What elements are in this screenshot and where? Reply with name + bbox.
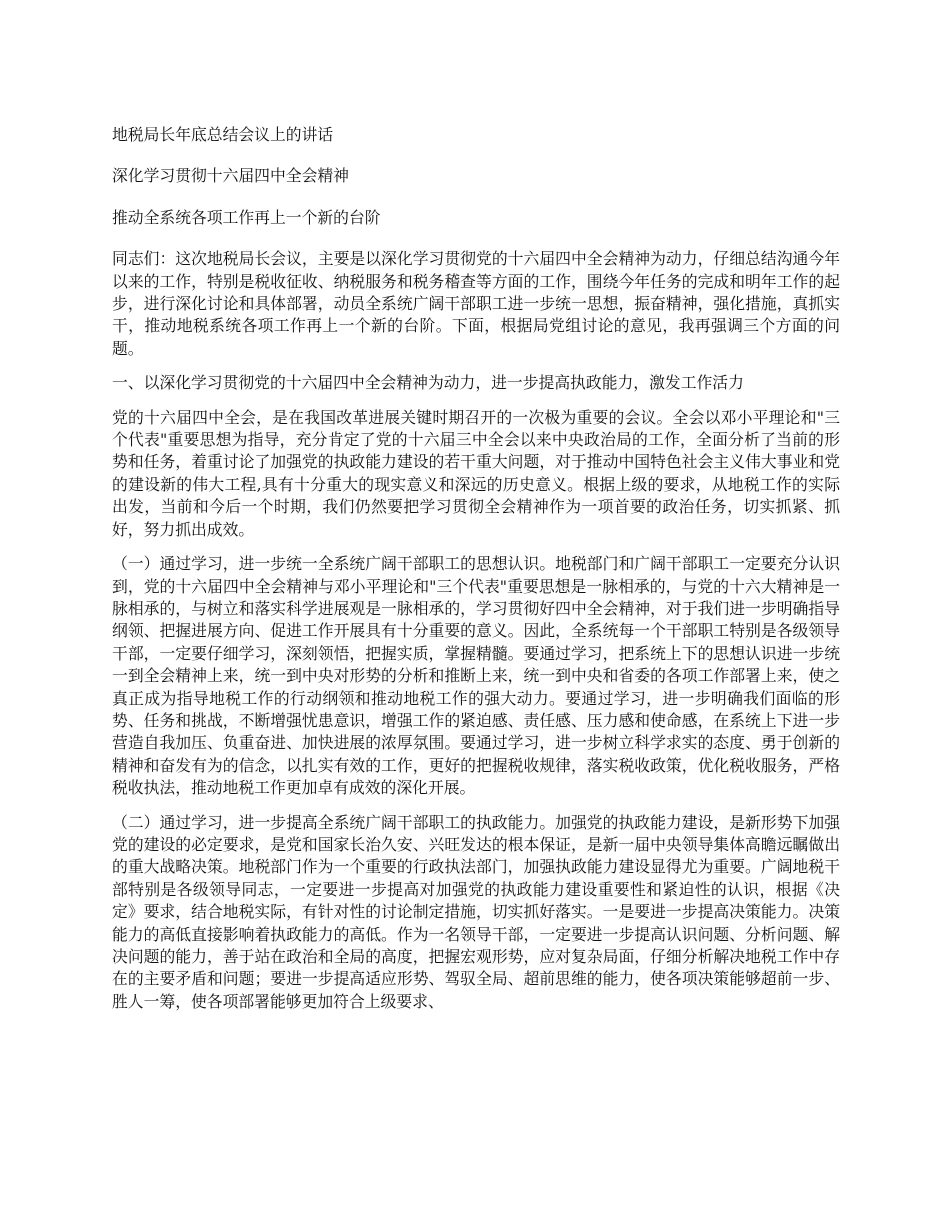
document-page xyxy=(112,124,840,1025)
document-title: 地税局长年底总结会议上的讲话 xyxy=(112,125,334,144)
paragraph-point-2: （二）通过学习，进一步提高全系统广阔干部职工的执政能力。加强党的执政能力建设，是新形势下加强党的建设的必定要求，是党和国家长治久安、兴旺发达的根本保证，是新一届中央领导集体高瞻远瞩做出的重大战略决策。地税部门作为一个重要的行政执法部门，加强执政能力建设显得尤为重要。广阔地税干部特别是各级领导同志，一定要进一步提高对加强党的执政能力建设重要性和紧迫性的认识，根据《决定》要求，结合地税实际，有针对性的讨论制定措施，切实抓好落实。一是要进一步提高决策能力。决策能力的高低直接影响着执政能力的高低。作为一名领导干部，一定要进一步提高认识问题、分析问题、解决问题的能力，善于站在政治和全局的高度，把握宏观形势，应对复杂局面，仔细分析解决地税工作中存在的主要矛盾和问题；要进一步提高适应形势、驾驭全局、超前思维的能力，使各项决策能够超前一步、胜人一筹，使各项部署能够更加符合上级要求、 xyxy=(112,812,840,1011)
paragraph-opening: 同志们：这次地税局长会议，主要是以深化学习贯彻党的十六届四中全会精神为动力，仔细总结沟通今年以来的工作，特别是税收征收、纳税服务和税务稽查等方面的工作，围绕今年任务的完成和明年工作的起步，进行深化讨论和具体部署，动员全系统广阔干部职工进一步统一思想，振奋精神，强化措施，真抓实干，推动地税系统各项工作再上一个新的台阶。下面，根据局党组讨论的意见，我再强调三个方面的问题。 xyxy=(112,249,840,358)
paragraph-point-1: （一）通过学习，进一步统一全系统广阔干部职工的思想认识。地税部门和广阔干部职工一定要充分认识到，党的十六届四中全会精神与邓小平理论和"三个代表"重要思想是一脉相承的，与党的十六大精神是一脉相承的，与树立和落实科学进展观是一脉相承的，学习贯彻好四中全会精神，对于我们进一步明确指导纲领、把握进展方向、促进工作开展具有十分重要的意义。因此，全系统每一个干部职工特别是各级领导干部，一定要仔细学习，深刻领悟，把握实质，掌握精髓。要通过学习，把系统上下的思想认识进一步统一到全会精神上来，统一到中央对形势的分析和推断上来，统一到中央和省委的各项工作部署上来，使之真正成为指导地税工作的行动纲领和推动地税工作的强大动力。要通过学习，进一步明确我们面临的形势、任务和挑战，不断增强忧患意识，增强工作的紧迫感、责任感、压力感和使命感，在系统上下进一步营造自我加压、负重奋进、加快进展的浓厚氛围。要通过学习，进一步树立科学求实的态度、勇于创新的精神和奋发有为的信念，以扎实有效的工作，更好的把握税收规律，落实税收政策，优化税收服务，严格税收执法，推动地税工作更加卓有成效的深化开展。 xyxy=(112,554,840,798)
section-heading-1: 一、以深化学习贯彻党的十六届四中全会精神为动力，进一步提高执政能力，激发工作活力 xyxy=(112,373,744,393)
paragraph-plenum: 党的十六届四中全会，是在我国改革进展关键时期召开的一次极为重要的会议。全会以邓小平理论和"三个代表"重要思想为指导，充分肯定了党的十六届三中全会以来中央政治局的工作，全面分析了当前的形势和任务，着重讨论了加强党的执政能力建设的若干重大问题，对于推动中国特色社会主义伟大事业和党的建设新的伟大工程,具有十分重大的现实意义和深远的历史意义。根据上级的要求，从地税工作的实际出发，当前和今后一个时期，我们仍然要把学习贯彻全会精神作为一项首要的政治任务，切实抓紧、抓好，努力抓出成效。 xyxy=(112,407,840,539)
document-subtitle-1: 深化学习贯彻十六届四中全会精神 xyxy=(112,166,349,186)
document-subtitle-2: 推动全系统各项工作再上一个新的台阶 xyxy=(112,207,381,227)
